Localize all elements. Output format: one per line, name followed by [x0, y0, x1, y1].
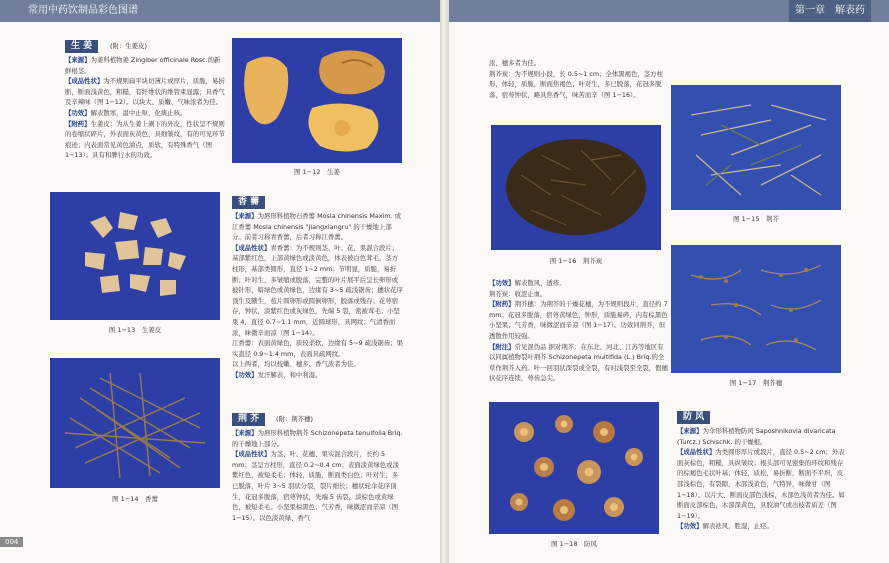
paragraph: 以上两者，均以枝嫩、穗多、香气浓者为佳。	[232, 360, 360, 369]
paragraph: 【功效】解表散寒，温中止呕，化痰止咳。	[65, 108, 187, 117]
paragraph: 荆芥炭：收涩止血。	[489, 289, 547, 298]
entry-body-jingjie	[232, 428, 404, 523]
paragraph: 【功效】解表散风，透疹。	[489, 279, 566, 287]
photo-xiangru	[50, 358, 220, 488]
left-page	[0, 0, 440, 563]
paragraph: 【成品性状】为茎、叶、花穗、果实混合段片，长约 5 mm；茎呈方柱形，直径 0.2~0.4 cm；表面淡黄绿色或淡紫红色，被短柔毛；体轻，质脆，断面类白色；叶对生，多已脱落，叶片 3~5 羽状分裂，裂片细长；穗状轮伞花序顶生，花冠多脱落，宿萼钟状，先端 5 齿裂，淡棕色或黄绿色，被短柔毛；小坚果棕黑色；气芳香，味微涩而辛凉（图 1−15）。以色淡黄绿、香气	[232, 450, 399, 522]
paragraph: 【来源】为唇形科植物荆芥 Schizonepeta tenuifolia Briq.的干燥地上部分。	[232, 429, 403, 448]
photo-jingjie	[671, 85, 841, 210]
chapter-label: 第一章 解表药	[789, 0, 871, 22]
paragraph: 浓、穗多者为佳。	[489, 59, 541, 67]
jingjie-effects-notes	[489, 278, 669, 384]
photo-ginger	[232, 38, 402, 163]
caption-fig-1-14: 图 1−14 香薷	[112, 495, 158, 503]
jingjie-continued	[489, 58, 669, 100]
caption-fig-1-12: 图 1−12 生姜	[294, 168, 340, 176]
paragraph: 【功效】解表祛风，胜湿，止痉。	[677, 522, 773, 531]
paragraph: 【附注】常见混伪品 据对荆芥：在东北、河北、江苏等地区有以同属植物裂叶荆芥 Schizonepeta multifida (L.) Briq.的全草作荆芥入药。叶一回羽状深裂或全裂，有时浅裂至全裂，假穗状花序连续，萼齿急尖。	[489, 342, 668, 383]
paragraph: 【功效】发汗解表，和中利湿。	[232, 370, 322, 379]
entry-body-shengjiang	[65, 55, 225, 161]
paragraph: 【来源】为姜科植物姜 Zingiber officinale Rosc.的新鲜根茎。	[65, 56, 221, 75]
paragraph: 【附药】生姜皮：为从生姜上剥下的外皮，性状呈不规则的卷缩状碎片，外表面灰黄色，具细皱纹，有的可见环节痕迹；内表面常见黄色油点，质软，有特殊香气（图 1−13）。具有和脾行水的功效。	[65, 119, 225, 160]
caption-fig-1-16: 图 1−16 荆芥炭	[549, 257, 603, 265]
running-header	[449, 0, 889, 22]
paragraph: 【附药】荆芥穗：为荆芥的干燥花穗，为不规则段片，直径约 7 mm；花冠多脱落，宿萼黄绿色，钟形，质脆易碎，内有棕黑色小坚果；气芳香，味微涩而辛凉（图 1−17）。功效同荆芥，但透散作用较强。	[489, 300, 668, 340]
photo-fangfeng	[489, 402, 659, 534]
entry-title-shengjiang: 生 姜	[65, 40, 98, 53]
paragraph: 【成品性状】青香薷：为不规则茎、叶、花、果混合段片；基部紫红色，上部黄绿色或淡黄色，体表被白色茸毛，茎方柱形，基部类圆形，直径 1~2 mm；节明显，质脆，易折断；叶对生，多皱缩或脱落，完整的叶片展平后呈长卵形或披针形，暗绿色或黄绿色，边缘有 3~5 疏浅锯齿；穗状花序顶生及腋生，苞片圆卵形或圆倒卵形，脱落或残存；花萼宿存，钟状，淡紫红色或灰绿色，先端 5 裂，密被茸毛；小坚果 4，直径 0.7~1.1 mm，近圆球形，具网纹；气清香而浓，味微辛而凉（图 1−14）。	[232, 243, 403, 337]
paragraph: 【成品性状】为不规则扁平块切薄片或厚片，质脆，易折断，断面浅黄色，粗糙，有纤维状的维管束显露；具香气及辛辣味（图 1−12）。以块大、质嫩、气味浓者为佳。	[65, 77, 225, 107]
paragraph: 荆芥炭：为不规则小段，长 0.5~1 cm；全体黑褐色，茎方柱形，体轻，质脆，断面焦褐色；叶对生，多已脱落，花冠多脱落，宿萼钟状，略具焦香气，味苦而辛（图 1−16）。	[489, 69, 663, 99]
caption-fig-1-15: 图 1−15 荆芥	[733, 215, 779, 223]
caption-fig-1-13: 图 1−13 生姜皮	[108, 326, 162, 334]
entry-body-xiangru	[232, 211, 404, 381]
entry-title-xiangru: 香 薷	[232, 196, 265, 209]
paragraph: 【来源】为伞形科植物防风 Saposhnikovia divaricata (Turcz.) Schischk. 的干燥根。	[677, 427, 836, 446]
photo-jingjie-sui	[671, 245, 841, 373]
caption-fig-1-18: 图 1−18 防风	[551, 540, 597, 548]
entry-title-jingjie: 荆 芥	[232, 413, 265, 426]
paragraph: 【成品性状】为类圆形厚片或段片，直径 0.5~2 cm；外表面灰棕色，粗糙，具纵皱纹；根头部可见密集的环纹和残存的棕褐色毛状叶基；体轻，质松，易折断，断面不平坦，皮部浅棕色，有裂隙，木部浅黄色，气特异，味微甘（图 1−18）。以片大、断面皮部色浅棕，木部色浅黄者为佳。如断面皮部棕色，木部深黄色，具胶油气或出枝者质差（图 1−19）。	[677, 448, 845, 520]
page-number: 004	[0, 537, 23, 547]
entry-body-fangfeng	[677, 426, 845, 532]
entry-alias-jingjie: (附：荆芥穗)	[276, 415, 313, 423]
caption-fig-1-17: 图 1−17 荆芥穗	[729, 379, 783, 387]
entry-alias-shengjiang: (附：生姜皮)	[110, 42, 147, 50]
paragraph: 【来源】为唇形科植物石香薷 Mosla chinensis Maxim. 或江香薷 Mosla chinensis "Jiangxiangru" 的干燥地上部分。前者习称青香薷，后者习称江香薷。	[232, 212, 402, 242]
photo-jingjie-tan	[491, 125, 661, 250]
book-gutter	[440, 0, 449, 563]
photo-ginger-peel	[50, 192, 220, 320]
paragraph: 江香薷：表面黄绿色，质较柔软，边缘有 5~9 疏浅锯齿；果实直径 0.9~1.4 mm，表面具疏网纹。	[232, 339, 403, 358]
right-page	[449, 0, 889, 563]
running-header: 常用中药饮制品彩色图谱	[0, 0, 440, 22]
entry-title-fangfeng: 防 风	[677, 411, 710, 424]
